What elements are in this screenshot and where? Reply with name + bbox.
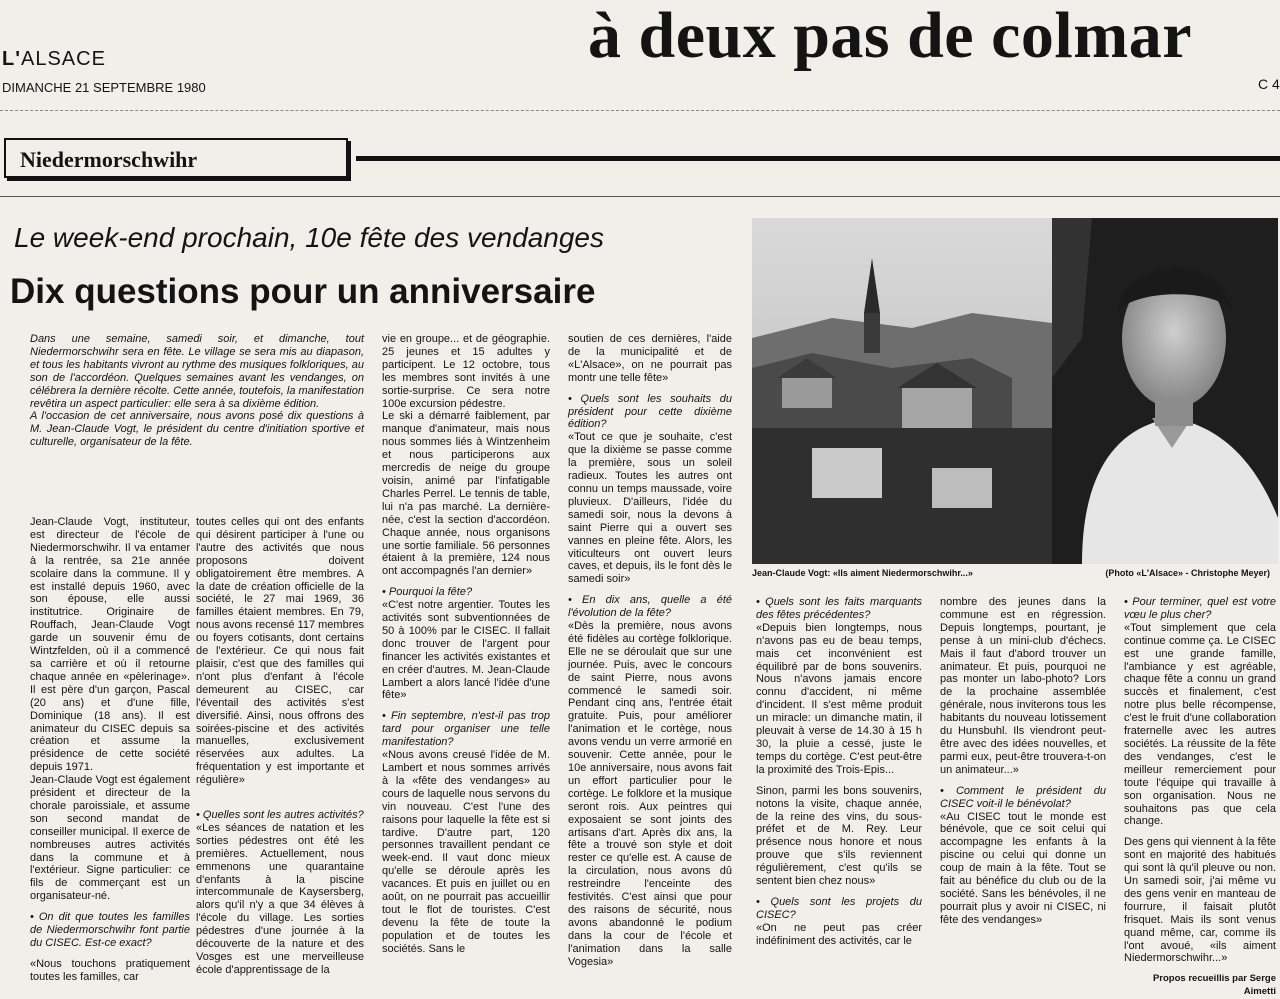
logo-text: ALSACE	[20, 48, 106, 70]
body-paragraph: Le ski a démarré faiblement, par manque d'animateur, mais nous nous sommes liés à Wintzenheim et nous participerons aux mercredis de neige du groupe voisin, animé par l'infatigable Charles Perrel. Le tennis de table, lui n'a pas marché. La dernière-née, c'est la section d'accordéon. Chaque année, nous organisons une sortie familiale. 56 personnes étaient à la première, 124 nous ont accompagnés l'an dernier»	[382, 410, 550, 578]
answer: «Tout ce que je souhaite, c'est que la dixième se passe comme la première, sous un soleil radieux. Toutes les autres ont connu un temps maussade, voire pluvieux. D'ailleurs, l'idée du samedi soir, nous la devons à saint Pierre qui a ouvert ses vannes en pleine fête. Alors, les viticulteurs ont ouvert leurs caves, et depuis, ils le font dès le samedi soir»	[568, 431, 732, 586]
article-column-4	[568, 333, 732, 969]
question: • Quels sont les projets du CISEC?	[756, 895, 922, 921]
answer: «C'est notre argentier. Toutes les activités sont subventionnées de 50 à 100% par le CISEC. Il fallait donc trouver de l'argent pour financer les activités existantes et en créer d'autres. M. Jean-Claude Lambert a alors lancé l'idée d'une fête»	[382, 599, 550, 702]
article-kicker: Le week-end prochain, 10e fête des vendanges	[14, 222, 604, 253]
article-column-5	[756, 596, 922, 948]
answer: «Au CISEC tout le monde est bénévole, que ce soit celui qui accompagne les enfants à la piscine ou celui qui donne un coup de main à la fête. Tout se fait au bénéfice du club ou de la société. Sans les bénévoles, il ne pourrait plus y avoir ni CISEC, ni fête des vendanges»	[940, 810, 1106, 926]
article-column-7	[1124, 596, 1276, 999]
article-column-1	[30, 516, 190, 984]
answer: Sinon, parmi les bons souvenirs, notons la visite, chaque année, de la reine des vins, du sous-préfet et de M. Rey. Leur présence nous honore et nous prouve que s'ils reviennent régulièrement, c'est qu'ils se sentent bien chez nous»	[756, 784, 922, 888]
portrait-photo-image	[752, 218, 1278, 564]
answer: «Les séances de natation et les sorties pédestres ont été les premières. Actuellement, nous emmenons une quarantaine d'enfants à la piscine intercommunale de Kaysersberg, alors qu'il n'y a que 34 élèves à l'école du village. Les sorties pédestres d'une journée à la découverte de la nature et des Vosges est une merveilleuse école d'apprentissage de la	[196, 821, 364, 976]
body-paragraph: soutien de ces dernières, l'aide de la municipalité et de «L'Alsace», on ne pourrait pas montr une telle fête»	[568, 333, 732, 384]
body-paragraph: toutes celles qui ont des enfants qui désirent participer à l'une ou l'autre des activités que nous proposons doivent obligatoirement être membres. A la date de création officielle de la société, le 27 mai 1969, 36 familles étaient membres. En 79, nous avons recensé 117 membres ou foyers cotisants, dont certains de l'extérieur. Ce qui nous fait plaisir, c'est que des familles qui n'ont plus d'enfant à l'école demeurent au CISEC, car l'éventail des activités s'est diversifié. Ainsi, nous offrons des soirées-piscine et des activités manuelles, exclusivement réservées aux adultes. La fréquentation y est importante et régulière»	[196, 516, 364, 787]
question: • En dix ans, quelle a été l'évolution de la fête?	[568, 594, 732, 620]
answer: «Depuis bien longtemps, nous n'avons pas eu de beau temps, mais cet inconvénient est équilibré par de bons souvenirs. Nous n'avons jamais encore connu d'accident, ni même d'incident. Il s'est même produit un miracle: un dimanche matin, il pleuvait à verse de 14.30 à 15 h 30, la pluie a cessé, juste le temps du cortège. C'est peut-être la proximité des Trois-Epis...	[756, 621, 922, 776]
body-paragraph: Jean-Claude Vogt est également président et directeur de la chorale paroissiale, et assume son second mandat de conseiller municipal. Il exerce de nombreuses autres activités dans la commune et à l'extérieur. Signe particulier: ce fils de commerçant est un organisateur-né.	[30, 774, 190, 903]
section-thin-rule	[0, 196, 1280, 197]
question: • Quelles sont les autres activités?	[196, 809, 364, 822]
article-chapo	[30, 333, 364, 449]
answer: «Dès la première, nous avons été fidèles au cortège folklorique. Elle ne se déroulait que sur une journée. Puis, avec le concours de saint Pierre, nous avons commencé le samedi soir. Pendant cinq ans, l'entrée était gratuite. Puis, pour améliorer l'animation et le cortège, nous avons vendu un verre armorié en souvenir. Cette année, pour le 10e anniversaire, nous avons fait un effort particulier pour le cortège. Le folklore et la musique seront rois. Aux peintres qui exposaient se sont joints des artisans d'art. Après dix ans, la fête a trouvé son style et doit rester ce qu'elle est. A cause de la circulation, nous avons dû restreindre l'enceinte des festivités. C'est ainsi que pour des raisons de sécurité, nous avons abandonné le podium dans la cour de l'école et l'animation dans la salle Vogesia»	[568, 620, 732, 968]
question: • Quels sont les faits marquants des fêtes précédentes?	[756, 596, 922, 621]
header-rule	[0, 110, 1280, 111]
newspaper-logo	[2, 48, 106, 71]
chapo-paragraph: A l'occasion de cet anniversaire, nous avons posé dix questions à M. Jean-Claude Vogt, le président du centre d'initiation sportive et culturelle, organisateur de la fête.	[30, 410, 364, 449]
section-rule	[356, 156, 1280, 161]
page-ref: C 4	[1258, 76, 1280, 92]
page-heading: à deux pas de colmar	[588, 0, 1192, 72]
question: • Quels sont les souhaits du président pour cette dixième édition?	[568, 392, 732, 431]
question: • Fin septembre, n'est-il pas trop tard pour organiser une telle manifestation?	[382, 710, 550, 749]
author-credit: Propos recueillis par Serge Aimetti	[1152, 973, 1276, 998]
article-headline: Dix questions pour un anniversaire	[10, 272, 596, 311]
article-column-2	[196, 516, 364, 977]
question: • On dit que toutes les familles de Niedermorschwihr font partie du CISEC. Est-ce exact?	[30, 911, 190, 949]
answer: «Nous touchons pratiquement toutes les familles, car	[30, 957, 190, 983]
question: • Pour terminer, quel est votre vœu le plus cher?	[1124, 596, 1276, 621]
portrait-photo	[752, 218, 1278, 564]
question: • Pourquoi la fête?	[382, 586, 473, 599]
answer: «Nous avons creusé l'idée de M. Lambert et nous sommes arrivés à la «fête des vendanges» au cours de laquelle nous servons du vin nouveau. C'est l'une des raisons pour laquelle la fête est si tardive. D'autre part, 120 personnes travaillent pendant ce week-end. Il vaut donc mieux qu'elle se déroule après les vacances. Et puis en juillet ou en août, on ne pourrait pas accueillir tout le flot de touristes. C'est devenu la fête de toute la population et de toutes les sociétés. Sans le	[382, 749, 550, 955]
question: • Comment le président du CISEC voit-il le bénévolat?	[940, 784, 1106, 810]
photo-credit: (Photo «L'Alsace» - Christophe Meyer)	[1105, 568, 1270, 578]
chapo-paragraph: Dans une semaine, samedi soir, et dimanche, tout Niedermorschwihr sera en fête. Le village se sera mis au diapason, et tous les habitants vivront au rythme des musiques folkloriques, au son de l'accordéon. Quelques semaines avant les vendanges, on célébrera la dernière récolte. Cette année, toutefois, la manifestation revêtira un aspect particulier: elle sera à sa dixième édition.	[30, 333, 364, 410]
issue-date: DIMANCHE 21 SEPTEMBRE 1980	[2, 80, 206, 95]
body-paragraph: nombre des jeunes dans la commune est en régression. Depuis longtemps, pourtant, je pense à un mini-club d'échecs. Mais il faut d'abord trouver un animateur. Et puis, pourquoi ne pas monter un labo-photo? Lors de la prochaine assemblée générale, nous inviterons tous les habitants du nouveau lotissement du Hunsbuhl. Ils viendront peut-être avec des idées nouvelles, et parmi eux, peut-être trouvera-t-on un animateur...»	[940, 596, 1106, 776]
article-column-3	[382, 333, 550, 956]
section-name: Niedermorschwihr	[4, 138, 348, 178]
photo-caption: Jean-Claude Vogt: «Ils aiment Niedermorschwihr...»	[752, 568, 973, 578]
body-paragraph: vie en groupe... et de géographie. 25 jeunes et 15 adultes y participent. Le 12 octobre, tous les membres sont invités à une sortie-surprise. Ce sera notre 100e excursion pédestre.	[382, 333, 550, 410]
body-paragraph: Jean-Claude Vogt, instituteur, est directeur de l'école de Niedermorschwihr. Il va entamer à la rentrée, sa 21e année scolaire dans la commune. Il y est installé depuis 1960, avec son épouse, elle aussi institutrice. Originaire de Rouffach, Jean-Claude Vogt garde un souvenir ému de Wintzfelden, où il a commencé sa carrière et où il retourne chaque année en «pèlerinage». Il est père d'un garçon, Pascal (20 ans) et d'une fille, Dominique (18 ans). Il est animateur du CISEC depuis sa création et assume la présidence de cette société depuis 1971.	[30, 516, 190, 774]
answer: «On ne peut pas créer indéfiniment des activités, car le	[756, 921, 922, 947]
logo-prefix: L'	[2, 48, 21, 70]
article-column-6	[940, 596, 1106, 927]
answer: «Tout simplement que cela continue comme ça. Le CISEC est une grande famille, l'ambiance y est agréable, chaque fête a connu un grand succès et finalement, c'est notre plus belle récompense, c'est le fruit d'une collaboration fraternelle avec les autres sociétés. La réussite de la fête des vendanges, c'est le meilleur remerciement pour toute l'équipe qui travaille à son organisation. Nous ne souhaitons pas que cela change.	[1124, 621, 1276, 828]
answer: Des gens qui viennent à la fête sont en majorité des habitués qui sont là qu'il pleuve ou non. Un samedi soir, j'ai même vu des gens venir en manteau de fourrure, il faisait plutôt frisquet. Mais ils sont venus quand même, car, comme ils l'ont avoué, «ils aiment Niedermorschwihr...»	[1124, 836, 1276, 965]
photo-caption-row	[752, 568, 1278, 578]
